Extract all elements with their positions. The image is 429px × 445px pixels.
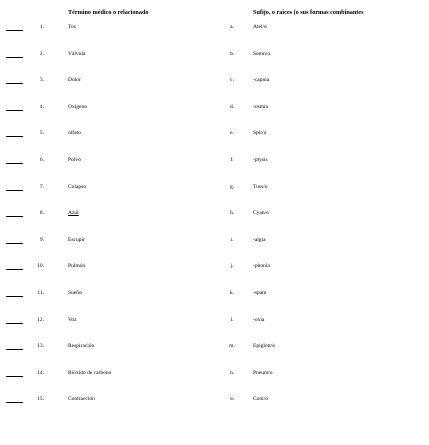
suffix-option: Cyan/o [253, 210, 269, 217]
suffix-column-header: Sufijo, o raíces (o sus formas combinantes [253, 9, 364, 16]
exercise-row [0, 75, 429, 87]
medical-term: Pulmón [68, 263, 86, 270]
medical-term: Bióxido de carbono [68, 369, 112, 376]
answer-blank[interactable] [6, 243, 23, 244]
answer-blank[interactable] [6, 190, 23, 191]
exercise-row [0, 102, 429, 114]
medical-term: Escupir [68, 236, 85, 243]
item-number: 2. [39, 50, 44, 57]
exercise-row [0, 49, 429, 61]
suffix-option: Spir/o [253, 130, 267, 137]
medical-term: Sueño [68, 290, 82, 296]
exercise-row [0, 261, 429, 273]
suffix-option: -oxia [253, 316, 265, 323]
suffix-option: -spam [253, 290, 267, 296]
term-column-header: Término médico o relacionado [68, 9, 149, 16]
suffix-option: -capnia [253, 77, 270, 84]
medical-term: Respiración [68, 343, 95, 350]
item-number: 9. [39, 236, 44, 243]
option-letter: n. [229, 369, 235, 376]
option-letter: l. [230, 316, 234, 323]
exercise-row [0, 208, 429, 220]
exercise-row [0, 315, 429, 327]
item-number: 11. [37, 290, 44, 296]
answer-blank[interactable] [6, 136, 23, 137]
answer-blank[interactable] [6, 57, 23, 58]
option-letter: a. [230, 24, 234, 30]
item-number: 8. [39, 210, 44, 217]
suffix-option: Coni/o [253, 396, 268, 403]
answer-blank[interactable] [6, 83, 23, 84]
answer-blank[interactable] [6, 30, 23, 31]
option-letter: o. [229, 396, 235, 403]
exercise-row [0, 182, 429, 194]
option-letter: g. [229, 183, 235, 190]
answer-blank[interactable] [6, 216, 23, 217]
answer-blank[interactable] [6, 349, 23, 350]
medical-term: Polvo [68, 157, 81, 163]
exercise-row [0, 368, 429, 380]
medical-term: Colapso [68, 183, 87, 190]
medical-term: Contracción [68, 396, 95, 403]
exercise-row [0, 128, 429, 140]
answer-blank[interactable] [6, 269, 23, 270]
exercise-row [0, 22, 429, 34]
suffix-option: Pneum/o [253, 369, 273, 376]
item-number: 6. [39, 157, 44, 163]
option-letter: k. [229, 290, 235, 296]
suffix-option: Epiglott/o [253, 343, 275, 350]
answer-blank[interactable] [6, 323, 23, 324]
answer-blank[interactable] [6, 163, 23, 164]
item-number: 14. [37, 369, 44, 376]
medical-term: Tos [68, 24, 76, 30]
suffix-option: Tuss/o [253, 183, 268, 190]
item-number: 4. [39, 103, 44, 110]
item-number: 13. [37, 343, 44, 350]
exercise-row [0, 341, 429, 353]
medical-term: Oxígeno [68, 103, 87, 110]
item-number: 10. [37, 263, 44, 270]
option-letter: e. [230, 130, 234, 137]
exercise-row [0, 235, 429, 247]
option-letter: m. [229, 343, 235, 350]
suffix-option: -phonia [253, 263, 270, 270]
item-number: 15. [37, 396, 44, 403]
medical-term: Voz [68, 316, 77, 323]
item-number: 12. [37, 316, 44, 323]
suffix-option: Atel/o [253, 24, 267, 30]
medical-term: Dolor [68, 77, 81, 84]
exercise-row [0, 155, 429, 167]
option-letter: d. [229, 103, 235, 110]
answer-blank[interactable] [6, 376, 23, 377]
medical-term: olfato [68, 130, 81, 137]
answer-blank[interactable] [6, 110, 23, 111]
medical-term: Azul [68, 210, 79, 217]
exercise-row [0, 394, 429, 406]
suffix-option: Somn/o [253, 50, 271, 57]
option-letter: f. [230, 157, 234, 163]
answer-blank[interactable] [6, 296, 23, 297]
medical-term: Válvula [68, 50, 86, 57]
option-letter: c. [230, 77, 234, 84]
item-number: 7. [39, 183, 44, 190]
option-letter: h. [229, 210, 235, 217]
suffix-option: -algia [253, 236, 266, 243]
suffix-option: -osmia [253, 103, 268, 110]
option-letter: j. [230, 263, 234, 270]
item-number: 5. [39, 130, 44, 137]
item-number: 1. [39, 24, 44, 30]
option-letter: b. [229, 50, 235, 57]
option-letter: i. [230, 236, 234, 243]
suffix-option: -ptysis [253, 157, 268, 163]
item-number: 3. [39, 77, 44, 84]
exercise-row [0, 288, 429, 300]
answer-blank[interactable] [6, 402, 23, 403]
